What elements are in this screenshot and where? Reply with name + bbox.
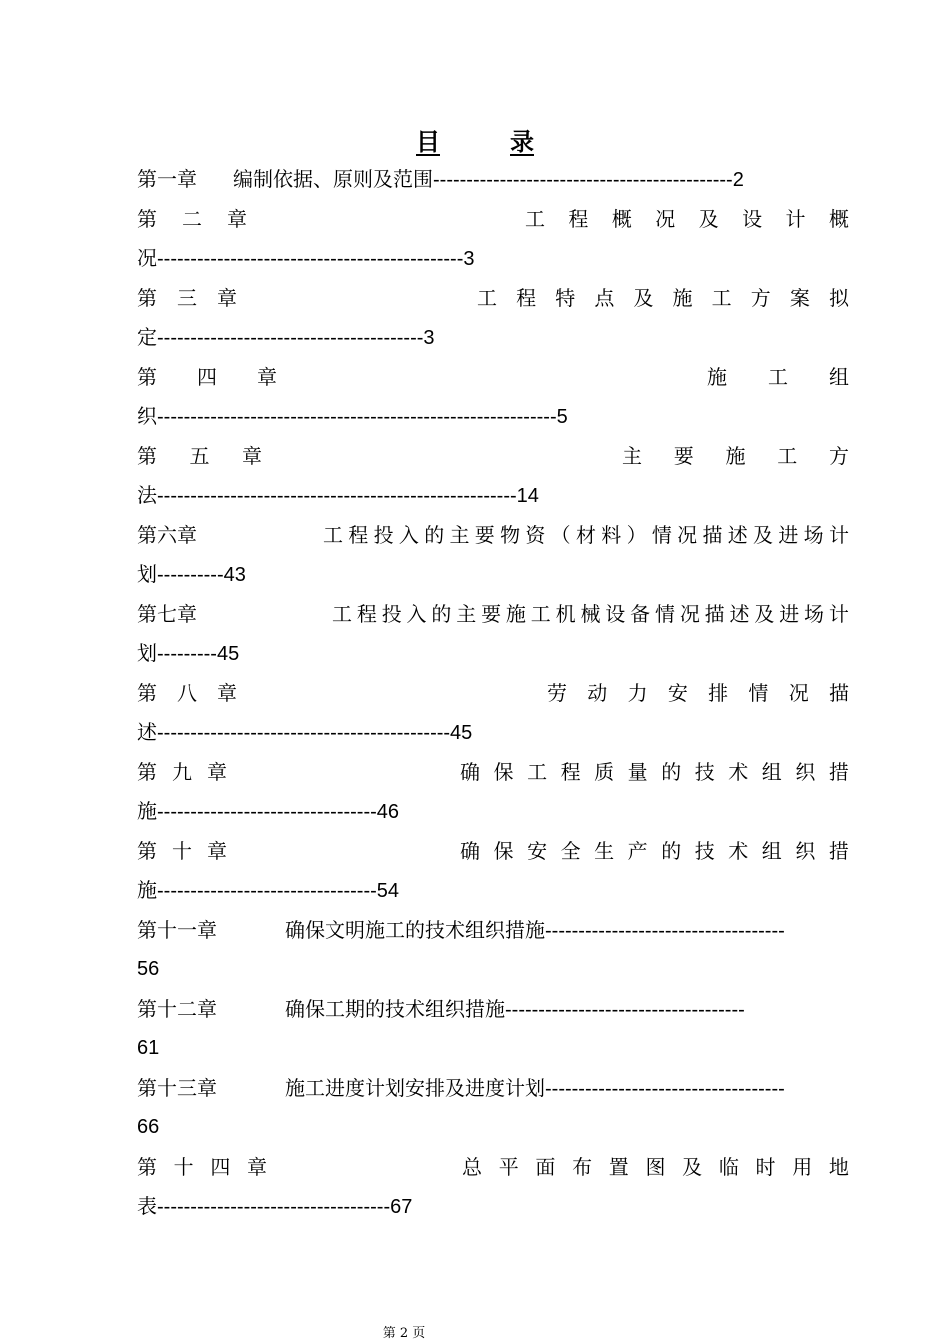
toc-leader: --------------------------------- [157, 801, 377, 823]
toc-page-number: 61 [137, 1037, 160, 1059]
toc-page-number: 56 [137, 958, 160, 980]
toc-entry[interactable] [137, 1148, 849, 1188]
toc-entry[interactable] [137, 279, 849, 319]
toc-chapter-title: 工 程 概 况 及 设 计 概 [525, 206, 849, 231]
toc-chapter-number: 第 八 章 [137, 680, 237, 705]
toc-leader: ------------------------------------------------------------ [157, 406, 557, 428]
toc-chapter-number: 第一章 [137, 167, 197, 191]
toc-page-number: 5 [556, 406, 568, 428]
toc-chapter-number: 第 九 章 [137, 759, 227, 784]
toc-chapter-number: 第 三 章 [137, 285, 237, 310]
toc-entry[interactable] [137, 160, 849, 200]
toc-chapter-number: 第 二 章 [137, 206, 247, 231]
toc-entry-continuation: 法------------------------------------------------------14 [137, 483, 539, 507]
toc-entry[interactable] [137, 990, 849, 1030]
toc-leader: --------- [157, 643, 217, 665]
toc-chapter-title: 工 程 特 点 及 施 工 方 案 拟 [477, 285, 849, 310]
toc-title-char-2: 录 [510, 127, 534, 156]
toc-chapter-number: 第 五 章 [137, 443, 262, 468]
toc-chapter-title: 工 程 投 入 的 主 要 物 资 （ 材 料 ） 情 况 描 述 及 进 场 计 [323, 522, 849, 547]
toc-entry-continuation: 定----------------------------------------3 [137, 325, 435, 349]
toc-page-number: 3 [463, 248, 475, 270]
toc-chapter-number: 第七章 [137, 601, 197, 626]
toc-entry-continuation: 况----------------------------------------------3 [137, 246, 475, 270]
toc-chapter-title: 确 保 工 程 质 量 的 技 术 组 织 措 [460, 759, 849, 784]
toc-chapter-title: 施 工 组 [707, 364, 849, 389]
toc-entry-continuation: 施---------------------------------46 [137, 799, 400, 823]
toc-entry[interactable] [137, 832, 849, 872]
toc-page-number: 3 [423, 327, 435, 349]
toc-entry-continuation: 织------------------------------------------------------------5 [137, 404, 568, 428]
toc-title [0, 122, 950, 157]
toc-page-number: 46 [376, 801, 400, 823]
toc-leader: ---------------------------------------------- [157, 248, 464, 270]
toc-leader: ---------------------------------------- [157, 327, 424, 349]
toc-chapter-number: 第 四 章 [137, 364, 277, 389]
toc-page-number: 54 [376, 880, 400, 902]
toc-chapter-title: 确保文明施工的技术组织措施 [285, 917, 545, 942]
toc-leader: --------------------------------- [157, 880, 377, 902]
toc-chapter-title: 主 要 施 工 方 [622, 443, 849, 468]
toc-chapter-title: 劳 动 力 安 排 情 况 描 [547, 680, 849, 705]
toc-leader: ---------- [157, 564, 224, 586]
toc-chapter-number: 第 十 四 章 [137, 1154, 267, 1179]
toc-entry[interactable] [137, 753, 849, 793]
toc-entry[interactable] [137, 358, 849, 398]
toc-chapter-number: 第 十 章 [137, 838, 227, 863]
toc-leader: ----------------------------------- [157, 1196, 391, 1218]
table-of-contents [137, 160, 849, 1227]
toc-chapter-number: 第十二章 [137, 996, 217, 1021]
toc-page-number: 66 [137, 1116, 160, 1138]
toc-leader: ------------------------------------------------------ [157, 485, 517, 507]
toc-entry[interactable] [137, 1069, 849, 1109]
toc-entry-continuation: 划---------45 [137, 641, 240, 665]
toc-leader: ------------------------------------ [545, 919, 785, 942]
toc-entry[interactable] [137, 200, 849, 240]
toc-entry-continuation: 施---------------------------------54 [137, 878, 400, 902]
toc-chapter-number: 第十三章 [137, 1075, 217, 1100]
toc-entry[interactable] [137, 437, 849, 477]
toc-leader: --------------------------------------------- [433, 169, 733, 191]
toc-page-number: 2 [732, 169, 744, 191]
toc-page-number: 14 [516, 485, 539, 507]
toc-entry-continuation: 述--------------------------------------------45 [137, 720, 473, 744]
toc-leader: ------------------------------------ [545, 1077, 785, 1100]
toc-chapter-title: 总 平 面 布 置 图 及 临 时 用 地 [462, 1154, 849, 1179]
toc-chapter-title: 工 程 投 入 的 主 要 施 工 机 械 设 备 情 况 描 述 及 进 场 计 [332, 601, 849, 626]
toc-leader: -------------------------------------------- [157, 722, 451, 744]
toc-chapter-number: 第十一章 [137, 917, 217, 942]
toc-title-char-1: 目 [416, 127, 440, 156]
toc-entry[interactable] [137, 674, 849, 714]
toc-page-number: 45 [216, 643, 240, 665]
toc-chapter-number: 第六章 [137, 522, 197, 547]
toc-entry[interactable] [137, 595, 849, 635]
toc-chapter-title: 确保工期的技术组织措施 [285, 996, 505, 1021]
toc-entry[interactable] [137, 516, 849, 556]
toc-page-number: 67 [390, 1196, 413, 1218]
toc-page-number: 43 [223, 564, 246, 586]
toc-chapter-title: 编制依据、原则及范围 [233, 167, 433, 191]
toc-entry-continuation: 划----------43 [137, 562, 246, 586]
toc-chapter-title: 施工进度计划安排及进度计划 [285, 1075, 545, 1100]
toc-chapter-title: 确 保 安 全 生 产 的 技 术 组 织 措 [460, 838, 849, 863]
toc-leader: ------------------------------------ [505, 998, 745, 1021]
toc-entry-continuation: 表-----------------------------------67 [137, 1194, 413, 1218]
page-footer: 第 2 页 [382, 1326, 426, 1341]
toc-entry[interactable] [137, 911, 849, 951]
toc-page-number: 45 [450, 722, 473, 744]
